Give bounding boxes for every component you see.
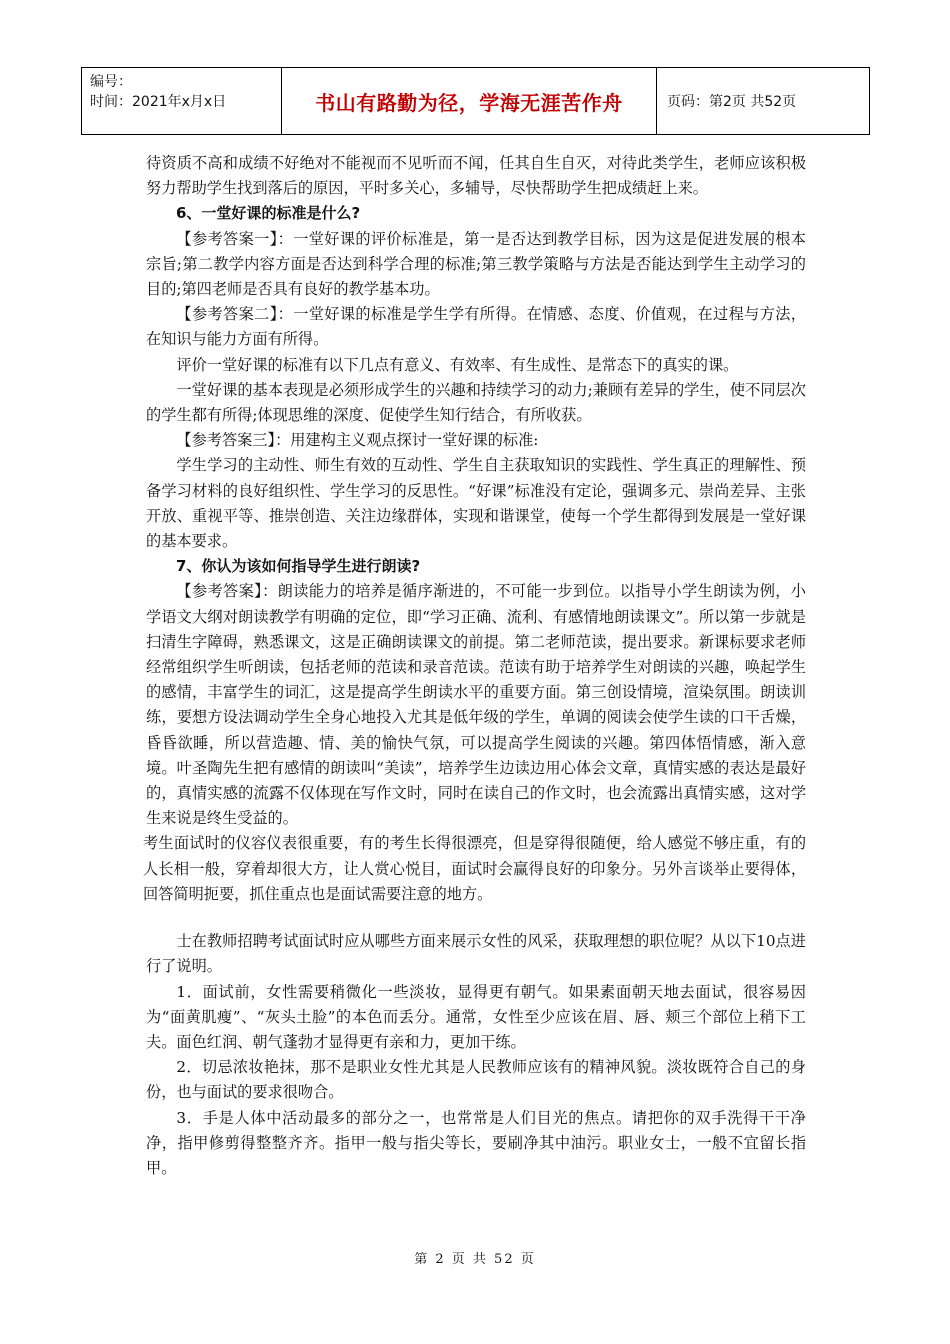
- body-paragraph: 待资质不高和成绩不好绝对不能视而不见听而不闻，任其自生自灭，对待此类学生，老师应该积极努力帮助学生找到落后的原因，平时多关心，多辅导，尽快帮助学生把成绩赶上来。: [146, 154, 806, 198]
- page-header-table: [81, 67, 870, 135]
- page-footer: 第 2 页 共 52 页: [414, 1252, 536, 1267]
- body-paragraph: 3．手是人体中活动最多的部分之一，也常常是人们目光的焦点。请把你的双手洗得干干净净，指甲修剪得整整齐齐。指甲一般与指尖等长，要刷净其中油污。职业女士，一般不宜留长指甲。: [146, 1108, 806, 1177]
- question-heading: 7、你认为该如何指导学生进行朗读?: [176, 557, 421, 576]
- body-paragraph: 评价一堂好课的标准有以下几点有意义、有效率、有生成性、是常态下的真实的课。: [176, 355, 739, 374]
- body-paragraph: 【参考答案一】：一堂好课的评价标准是，第一是否达到教学目标，因为这是促进发展的根本宗旨;第二教学内容方面是否达到科学合理的标准;第三教学策略与方法是否能达到学生主动学习的目的;第四老师是否具有良好的教学基本功。: [146, 229, 806, 299]
- question-heading: 6、一堂好课的标准是什么?: [176, 204, 361, 223]
- body-paragraph: 学生学习的主动性、师生有效的互动性、学生自主获取知识的实践性、学生真正的理解性、预备学习材料的良好组织性、学生学习的反思性。“好课”标准没有定论，强调多元、崇尚差异、主张开放、重视平等、推崇创造、关注边缘群体，实现和谐课堂，使每一个学生都得到发展是一堂好课的基本要求。: [146, 456, 806, 551]
- time-label: 时间：2021年x月x日: [90, 94, 227, 110]
- body-paragraph: 【参考答案】：朗读能力的培养是循序渐进的，不可能一步到位。以指导小学生朗读为例，小学语文大纲对朗读教学有明确的定位，即“学习正确、流利、有感情地朗读课文”。所以第一步就是扫清生字障碍，熟悉课文，这是正确朗读课文的前提。第二老师范读，提出要求。新课标要求老师经常组织学生听朗读，包括老师的范读和录音范读。范读有助于培养学生对朗读的兴趣，唤起学生的感情，丰富学生的词汇，这是提高学生朗读水平的重要方面。第三创设情境，渲染氛围。朗读训练，要想方设法调动学生全身心地投入尤其是低年级的学生，单调的阅读会使学生读的口干舌燥，昏昏欲睡，所以营造趣、情、美的愉快气氛，可以提高学生阅读的兴趣。第四体悟情感，渐入意境。叶圣陶先生把有感情的朗读叫“美读”，培养学生边读边用心体会文章，真情实感的表达是最好的，真情实感的流露不仅体现在写作文时，同时在读自己的作文时，也会流露出真情实感，这对学生来说是终生受益的。: [146, 582, 806, 828]
- header-motto-cell: [282, 68, 657, 134]
- body-paragraph: 一堂好课的基本表现是必须形成学生的兴趣和持续学习的动力;兼顾有差异的学生，使不同层次的学生都有所得;体现思维的深度、促使学生知行结合，有所收获。: [146, 380, 806, 425]
- body-paragraph: 2．切忌浓妆艳抹，那不是职业女性尤其是人民教师应该有的精神风貌。淡妆既符合自己的身份，也与面试的要求很吻合。: [146, 1058, 806, 1102]
- number-label: 编号：: [90, 74, 132, 90]
- document-body: [143, 151, 806, 1181]
- body-paragraph: 士在教师招聘考试面试时应从哪些方面来展示女性的风采，获取理想的职位呢？从以下10点进行了说明。: [146, 932, 806, 976]
- body-paragraph: 1．面试前，女性需要稍微化一些淡妆，显得更有朝气。如果素面朝天地去面试，很容易因为“面黄肌瘦”、“灰头土脸”的本色而丢分。通常，女性至少应该在眉、唇、颊三个部位上稍下工夫。面色红润、朝气蓬勃才显得更有亲和力，更加干练。: [146, 982, 806, 1051]
- header-page-info: [657, 68, 869, 134]
- body-paragraph: 【参考答案三】：用建构主义观点探讨一堂好课的标准:: [176, 431, 539, 450]
- body-paragraph: 考生面试时的仪容仪表很重要，有的考生长得很漂亮，但是穿得很随便，给人感觉不够庄重，有的人长相一般，穿着却很大方，让人赏心悦目，面试时会赢得良好的印象分。另外言谈举止要得体，回答简明扼要，抓住重点也是面试需要注意的地方。: [143, 834, 806, 903]
- header-meta: [82, 68, 282, 134]
- paragraph-spacer: [146, 907, 806, 929]
- body-paragraph: 【参考答案二】：一堂好课的标准是学生学有所得。在情感、态度、价值观，在过程与方法，在知识与能力方面有所得。: [146, 305, 806, 349]
- motto-text: 书山有路勤为径，学海无涯苦作舟: [315, 90, 623, 115]
- page-info-text: 页码：第2页 共52页: [667, 94, 797, 110]
